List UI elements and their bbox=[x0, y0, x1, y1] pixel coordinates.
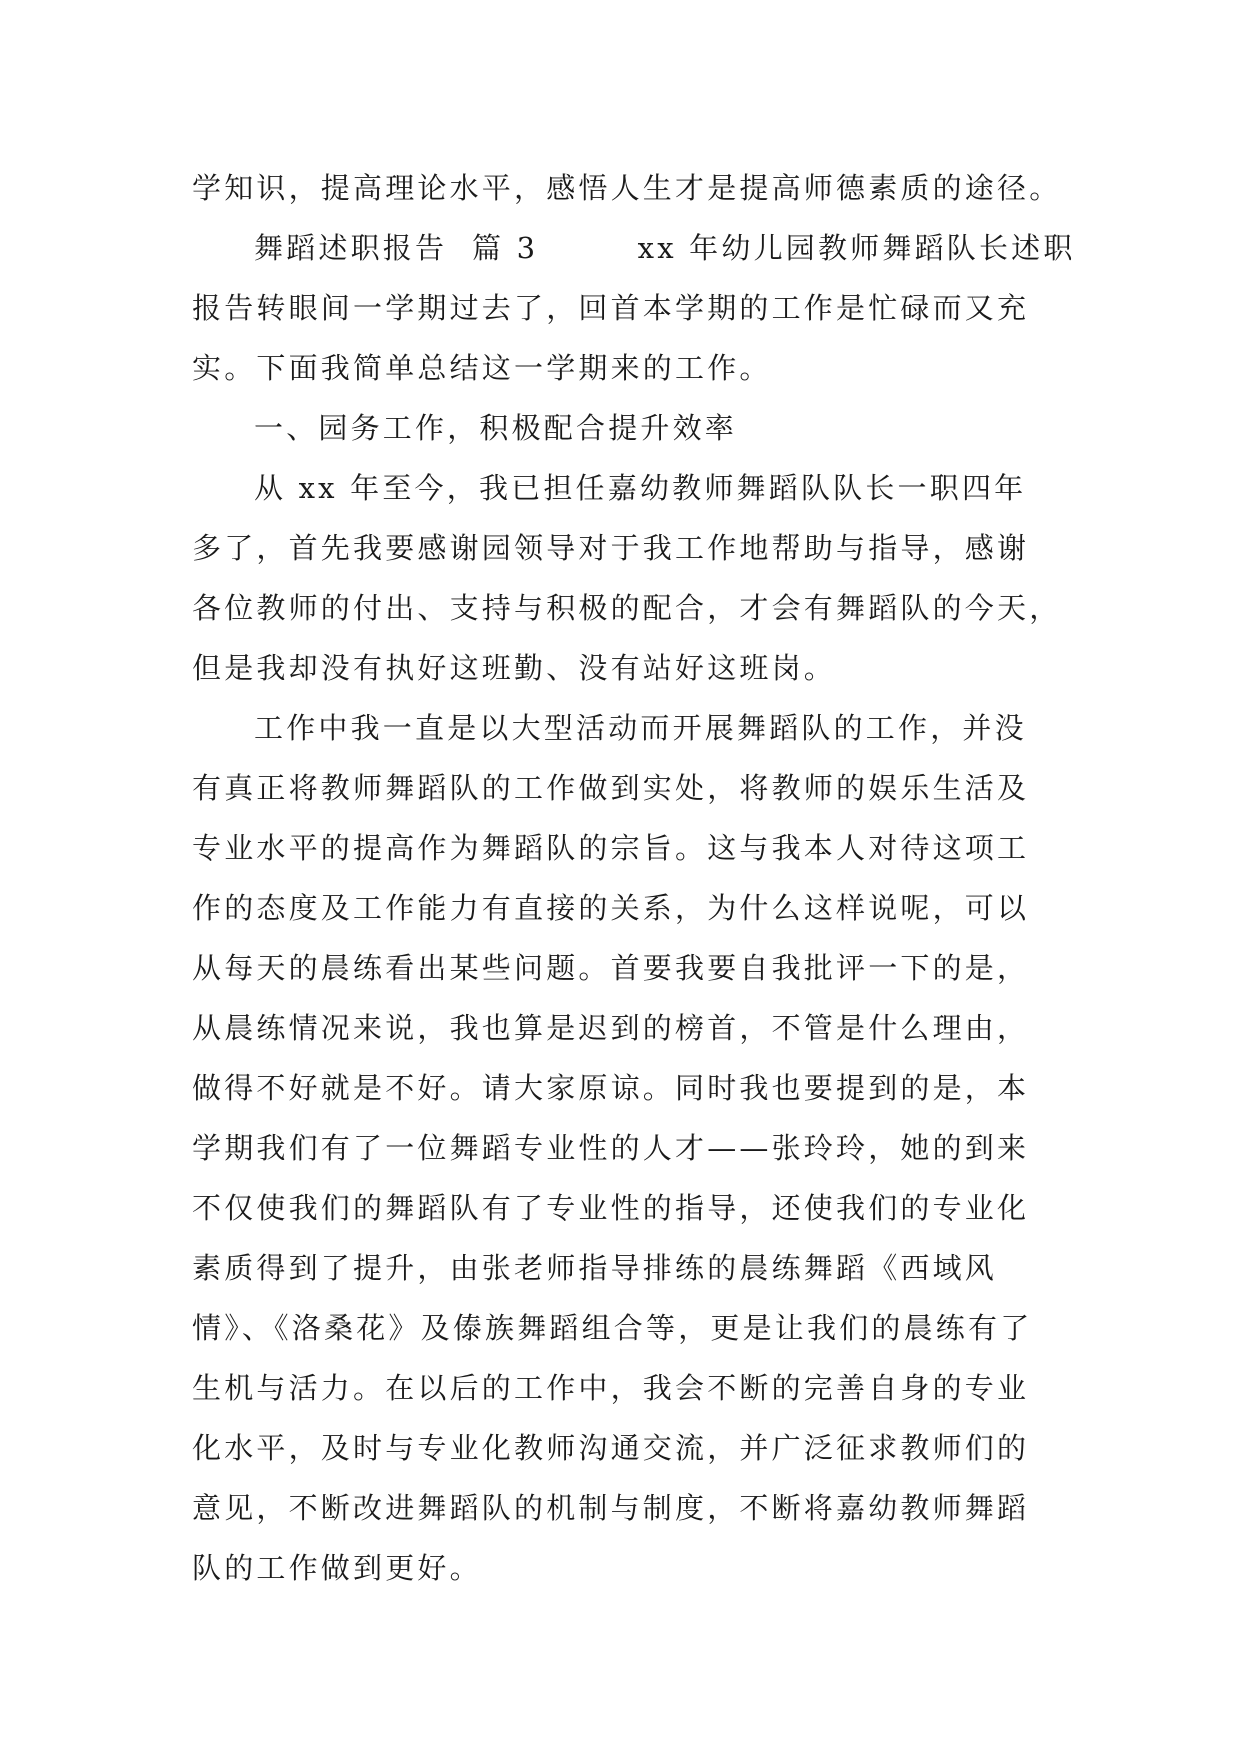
text-line: 从每天的晨练看出某些问题。首要我要自我批评一下的是， bbox=[192, 951, 1030, 985]
section-heading-line: 舞蹈述职报告 篇 3 xx 年幼儿园教师舞蹈队长述职 bbox=[254, 231, 1076, 265]
text-line: 各位教师的付出、支持与积极的配合，才会有舞蹈队的今天， bbox=[192, 591, 1062, 625]
text-line: 意见，不断改进舞蹈队的机制与制度，不断将嘉幼教师舞蹈 bbox=[192, 1491, 1030, 1525]
paragraph-start-line: 工作中我一直是以大型活动而开展舞蹈队的工作，并没 bbox=[254, 711, 1027, 745]
text-line: 作的态度及工作能力有直接的关系，为什么这样说呢，可以 bbox=[192, 891, 1030, 925]
text-line: 不仅使我们的舞蹈队有了专业性的指导，还使我们的专业化 bbox=[192, 1191, 1030, 1225]
paragraph-start-line: 从 xx 年至今，我已担任嘉幼教师舞蹈队队长一职四年 bbox=[254, 471, 1027, 505]
text-line: 情》、《洛桑花》及傣族舞蹈组合等，更是让我们的晨练有了 bbox=[192, 1311, 1033, 1345]
text-line: 但是我却没有执好这班勤、没有站好这班岗。 bbox=[192, 651, 837, 685]
text-line: 实。下面我简单总结这一学期来的工作。 bbox=[192, 351, 772, 385]
text-line: 有真正将教师舞蹈队的工作做到实处，将教师的娱乐生活及 bbox=[192, 771, 1030, 805]
text-line: 从晨练情况来说，我也算是迟到的榜首，不管是什么理由， bbox=[192, 1011, 1030, 1045]
text-line: 学知识，提高理论水平，感悟人生才是提高师德素质的途径。 bbox=[192, 171, 1062, 205]
text-line: 专业水平的提高作为舞蹈队的宗旨。这与我本人对待这项工 bbox=[192, 831, 1030, 865]
text-line: 学期我们有了一位舞蹈专业性的人才——张玲玲，她的到来 bbox=[192, 1131, 1030, 1165]
text-line: 生机与活力。在以后的工作中，我会不断的完善自身的专业 bbox=[192, 1371, 1030, 1405]
text-line: 报告转眼间一学期过去了，回首本学期的工作是忙碌而又充 bbox=[192, 291, 1030, 325]
subheading-line: 一、园务工作，积极配合提升效率 bbox=[254, 411, 738, 445]
text-line: 队的工作做到更好。 bbox=[192, 1551, 482, 1585]
text-line: 做得不好就是不好。请大家原谅。同时我也要提到的是，本 bbox=[192, 1071, 1030, 1105]
text-line: 化水平，及时与专业化教师沟通交流，并广泛征求教师们的 bbox=[192, 1431, 1030, 1465]
text-line: 素质得到了提升，由张老师指导排练的晨练舞蹈《西域风 bbox=[192, 1251, 998, 1285]
document-body bbox=[192, 158, 1076, 1598]
text-line: 多了，首先我要感谢园领导对于我工作地帮助与指导，感谢 bbox=[192, 531, 1030, 565]
